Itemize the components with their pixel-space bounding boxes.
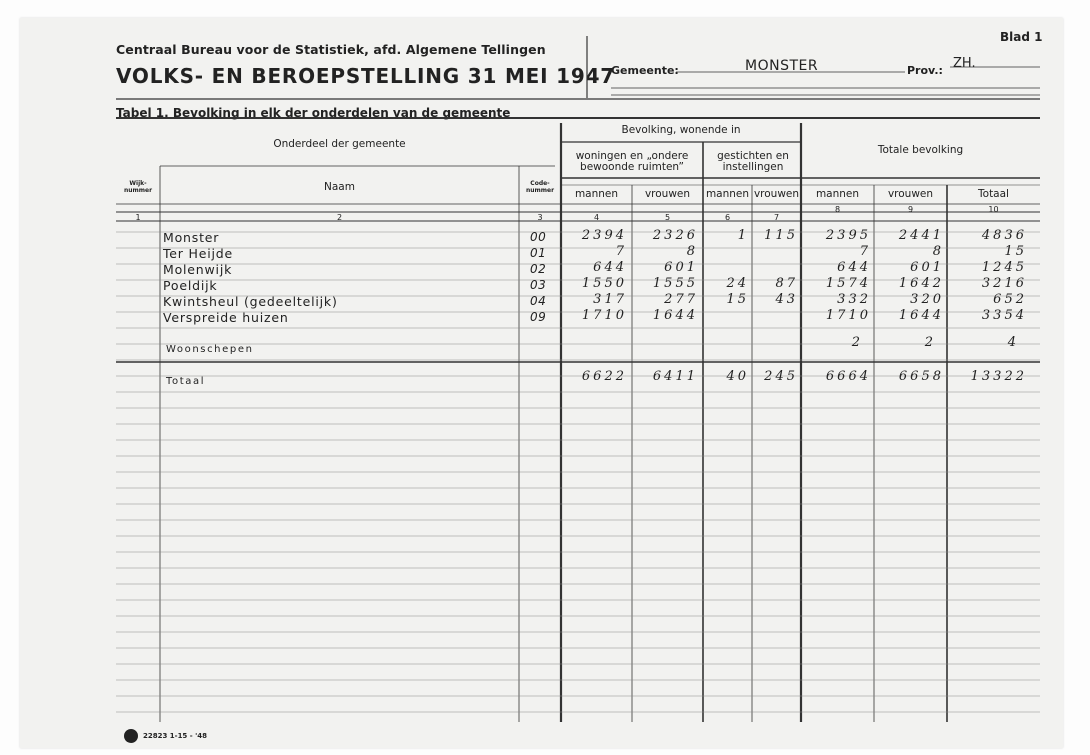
- header-t-mannen: mannen: [815, 188, 860, 200]
- row-cell-wm: 317: [593, 292, 627, 307]
- colnum-6: 6: [724, 213, 731, 222]
- header-bevolking-wonende: Bevolking, wonende in: [621, 124, 741, 136]
- row-cell-wm: 2394: [581, 228, 627, 243]
- cbs-logo-icon: [124, 729, 138, 743]
- header-gestichten: gestichten en instellingen: [717, 150, 789, 173]
- totaal-g-vrouwen: 245: [764, 369, 798, 384]
- row-cell-gv: 115: [764, 228, 798, 243]
- totaal-label: Totaal: [166, 376, 206, 387]
- row-cell-tv: 2441: [898, 228, 944, 243]
- totaal-w-mannen: 6622: [581, 369, 627, 384]
- totaal-w-vrouwen: 6411: [652, 369, 698, 384]
- colnum-7: 7: [773, 213, 780, 222]
- colnum-4: 4: [593, 213, 600, 222]
- totaal-t-vrouwen: 6658: [898, 369, 944, 384]
- row-cell-tv: 601: [910, 260, 944, 275]
- row-code: 02: [530, 262, 547, 276]
- row-cell-tm: 2395: [825, 228, 871, 243]
- form-code: 22823 1-15 - '48: [143, 732, 207, 740]
- bureau-name: Centraal Bureau voor de Statistiek, afd. Algemene Tellingen: [116, 42, 546, 57]
- row-cell-tt: 652: [993, 292, 1027, 307]
- totaal-g-mannen: 40: [726, 369, 749, 384]
- row-name: Verspreide huizen: [163, 310, 289, 325]
- census-title: VOLKS- EN BEROEPSTELLING 31 MEI 1947: [116, 64, 616, 88]
- row-cell-tm: 332: [837, 292, 871, 307]
- colnum-3: 3: [537, 213, 543, 222]
- row-cell-wv: 1644: [652, 308, 698, 323]
- row-cell-tv: 8: [932, 244, 944, 259]
- header-wijk: Wijk-nummer: [123, 180, 153, 194]
- row-cell-gm: 1: [737, 228, 749, 243]
- totaal-totaal: 13322: [970, 369, 1027, 384]
- colnum-10: 10: [988, 205, 999, 214]
- woonschepen-vrouwen: 2: [924, 335, 936, 350]
- row-cell-gv: 43: [775, 292, 798, 307]
- row-code: 00: [530, 230, 547, 244]
- row-cell-gm: 15: [726, 292, 749, 307]
- header-totaal: Totaal: [978, 188, 1009, 200]
- row-name: Kwintsheul (gedeeltelijk): [163, 294, 338, 309]
- row-cell-tt: 15: [1004, 244, 1027, 259]
- municipality-label: Gemeente:: [611, 64, 679, 77]
- row-code: 04: [530, 294, 547, 308]
- row-cell-tt: 3354: [981, 308, 1027, 323]
- row-cell-tv: 1642: [898, 276, 944, 291]
- row-cell-tt: 1245: [981, 260, 1027, 275]
- table-title: Tabel 1. Bevolking in elk der onderdelen van de gemeente: [116, 106, 511, 120]
- row-cell-tm: 1710: [825, 308, 871, 323]
- header-naam: Naam: [324, 181, 355, 193]
- row-cell-tt: 4836: [981, 228, 1027, 243]
- row-name: Poeldijk: [163, 278, 218, 293]
- row-name: Molenwijk: [163, 262, 233, 277]
- colnum-5: 5: [664, 213, 671, 222]
- row-cell-wv: 601: [664, 260, 698, 275]
- row-cell-wv: 1555: [652, 276, 698, 291]
- row-name: Ter Heijde: [163, 246, 233, 261]
- colnum-1: 1: [135, 213, 141, 222]
- colnum-2: 2: [336, 213, 343, 222]
- header-onderdeel: Onderdeel der gemeente: [273, 138, 406, 150]
- row-cell-wm: 1550: [581, 276, 627, 291]
- row-cell-tm: 644: [837, 260, 871, 275]
- row-cell-wm: 7: [615, 244, 627, 259]
- header-g-vrouwen: vrouwen: [753, 188, 800, 200]
- row-cell-wv: 2326: [652, 228, 698, 243]
- row-cell-wm: 644: [593, 260, 627, 275]
- colnum-8: 8: [834, 205, 841, 214]
- row-cell-tm: 7: [859, 244, 871, 259]
- row-cell-tv: 320: [910, 292, 944, 307]
- row-cell-gv: 87: [775, 276, 798, 291]
- row-cell-tt: 3216: [981, 276, 1027, 291]
- row-cell-wm: 1710: [581, 308, 627, 323]
- header-w-mannen: mannen: [574, 188, 619, 200]
- row-code: 09: [530, 310, 547, 324]
- header-woningen: woningen en „ondere bewoonde ruimten”: [575, 150, 689, 173]
- row-cell-tm: 1574: [825, 276, 871, 291]
- row-code: 03: [530, 278, 547, 292]
- row-name: Monster: [163, 230, 220, 245]
- header-t-vrouwen: vrouwen: [887, 188, 934, 200]
- header-g-mannen: mannen: [705, 188, 750, 200]
- municipality-value: MONSTER: [745, 58, 819, 74]
- row-cell-gm: 24: [726, 276, 749, 291]
- header-w-vrouwen: vrouwen: [644, 188, 691, 200]
- row-cell-wv: 8: [686, 244, 698, 259]
- province-label: Prov.:: [907, 64, 943, 77]
- header-code: Code-nummer: [525, 180, 555, 194]
- totaal-t-mannen: 6664: [825, 369, 871, 384]
- row-code: 01: [530, 246, 547, 260]
- woonschepen-mannen: 2: [851, 335, 863, 350]
- woonschepen-label: Woonschepen: [166, 344, 254, 355]
- province-value: ZH.: [953, 56, 976, 71]
- woonschepen-totaal: 4: [1007, 335, 1019, 350]
- colnum-9: 9: [907, 205, 914, 214]
- sheet-number: Blad 1: [1000, 30, 1043, 44]
- row-cell-tv: 1644: [898, 308, 944, 323]
- header-totale: Totale bevolking: [877, 144, 964, 156]
- row-cell-wv: 277: [664, 292, 698, 307]
